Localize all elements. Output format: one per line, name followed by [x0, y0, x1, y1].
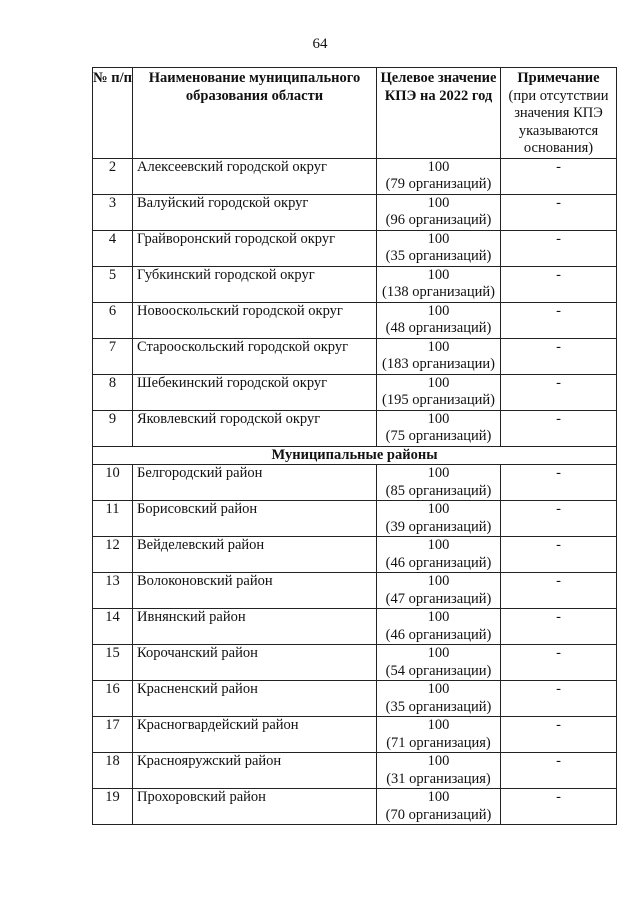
- row-name: Прохоровский район: [133, 789, 377, 825]
- row-name: Ивнянский район: [133, 609, 377, 645]
- page-number: 64: [312, 36, 328, 52]
- table-row: [93, 717, 617, 753]
- table-body-municipal-districts: [93, 465, 617, 825]
- row-num: 3: [93, 194, 133, 230]
- row-value-cell: [377, 230, 501, 266]
- row-note: -: [501, 645, 617, 681]
- row-num: 14: [93, 609, 133, 645]
- row-num: 10: [93, 465, 133, 501]
- row-num: 5: [93, 266, 133, 302]
- row-value-cell: [377, 194, 501, 230]
- row-value: 100: [427, 789, 450, 805]
- row-name: Новооскольский городской округ: [133, 302, 377, 338]
- row-num: 7: [93, 338, 133, 374]
- row-org-count: (47 организаций): [385, 590, 492, 607]
- table-row: [93, 158, 617, 194]
- row-value: 100: [427, 717, 450, 733]
- row-value: 100: [427, 230, 450, 247]
- row-org-count: (46 организаций): [385, 626, 492, 643]
- row-value-cell: [377, 537, 501, 573]
- header-note-body: (при отсутствии значения КПЭ указываются основания): [508, 87, 609, 156]
- row-name: Волоконовский район: [133, 573, 377, 609]
- row-note: -: [501, 753, 617, 789]
- row-name: Яковлевский городской округ: [133, 410, 377, 446]
- row-value-cell: [377, 410, 501, 446]
- table-row: [93, 338, 617, 374]
- row-org-count: (79 организаций): [385, 176, 492, 192]
- table-row: [93, 645, 617, 681]
- row-note: -: [501, 266, 617, 302]
- section-title: Муниципальные районы: [93, 446, 617, 465]
- row-note: -: [501, 194, 617, 230]
- row-num: 19: [93, 789, 133, 825]
- row-value-cell: [377, 465, 501, 501]
- row-value-cell: [377, 609, 501, 645]
- row-note: -: [501, 465, 617, 501]
- row-name: Губкинский городской округ: [133, 266, 377, 302]
- row-value: 100: [427, 537, 450, 553]
- row-org-count: (54 организации): [385, 662, 492, 679]
- row-value: 100: [427, 501, 450, 517]
- row-num: 8: [93, 374, 133, 410]
- row-name: Краснояружский район: [133, 753, 377, 789]
- row-value: 100: [427, 158, 450, 175]
- row-note: -: [501, 230, 617, 266]
- row-note: -: [501, 537, 617, 573]
- row-num: 15: [93, 645, 133, 681]
- row-value: 100: [427, 681, 450, 697]
- row-name: Валуйский городской округ: [133, 194, 377, 230]
- row-value: 100: [427, 266, 450, 283]
- row-num: 4: [93, 230, 133, 266]
- row-note: -: [501, 374, 617, 410]
- row-note: -: [501, 302, 617, 338]
- row-name: Борисовский район: [133, 501, 377, 537]
- row-num: 6: [93, 302, 133, 338]
- row-value-cell: [377, 645, 501, 681]
- table-row: [93, 681, 617, 717]
- row-note: -: [501, 501, 617, 537]
- table-row: [93, 194, 617, 230]
- row-value: 100: [427, 645, 450, 661]
- row-value: 100: [427, 573, 450, 589]
- row-value-cell: [377, 789, 501, 825]
- table-row: [93, 573, 617, 609]
- row-name: Корочанский район: [133, 645, 377, 681]
- row-note: -: [501, 573, 617, 609]
- row-org-count: (96 организаций): [385, 212, 492, 228]
- row-value: 100: [427, 338, 450, 355]
- row-value-cell: [377, 753, 501, 789]
- row-value-cell: [377, 338, 501, 374]
- header-num: № п/п: [93, 68, 133, 159]
- row-org-count: (75 организаций): [385, 428, 492, 444]
- row-num: 16: [93, 681, 133, 717]
- table-row: [93, 302, 617, 338]
- table-row: [93, 501, 617, 537]
- row-value-cell: [377, 501, 501, 537]
- row-value-cell: [377, 717, 501, 753]
- row-value-cell: [377, 302, 501, 338]
- header-name: Наименование муниципального образования области: [133, 68, 377, 159]
- row-org-count: (48 организаций): [385, 320, 492, 336]
- row-num: 2: [93, 158, 133, 194]
- section-row: [93, 446, 617, 465]
- header-value: Целевое значение КПЭ на 2022 год: [377, 68, 501, 159]
- row-note: -: [501, 789, 617, 825]
- row-num: 11: [93, 501, 133, 537]
- table-body-city-districts: [93, 158, 617, 446]
- row-name: Старооскольский городской округ: [133, 338, 377, 374]
- row-num: 9: [93, 410, 133, 446]
- table-row: [93, 374, 617, 410]
- row-org-count: (39 организаций): [385, 518, 492, 535]
- row-name: Шебекинский городской округ: [133, 374, 377, 410]
- row-note: -: [501, 717, 617, 753]
- row-name: Алексеевский городской округ: [133, 158, 377, 194]
- row-value-cell: [377, 374, 501, 410]
- row-name: Красненский район: [133, 681, 377, 717]
- row-name: Красногвардейский район: [133, 717, 377, 753]
- row-num: 13: [93, 573, 133, 609]
- row-org-count: (46 организаций): [385, 554, 492, 571]
- row-value-cell: [377, 681, 501, 717]
- row-org-count: (35 организаций): [385, 248, 492, 264]
- row-num: 12: [93, 537, 133, 573]
- row-value: 100: [427, 374, 450, 391]
- table-header-row: [93, 68, 617, 159]
- table-section: [93, 446, 617, 465]
- header-note: [501, 68, 617, 159]
- row-num: 17: [93, 717, 133, 753]
- header-note-title: Примечание: [517, 70, 600, 86]
- row-name: Вейделевский район: [133, 537, 377, 573]
- row-value: 100: [427, 753, 450, 769]
- row-org-count: (85 организаций): [385, 482, 492, 499]
- row-note: -: [501, 158, 617, 194]
- row-note: -: [501, 410, 617, 446]
- row-note: -: [501, 609, 617, 645]
- row-value: 100: [427, 302, 450, 319]
- table-row: [93, 789, 617, 825]
- row-org-count: (31 организация): [386, 770, 491, 787]
- table-row: [93, 465, 617, 501]
- table-row: [93, 753, 617, 789]
- kpe-table: [92, 67, 617, 825]
- row-value-cell: [377, 573, 501, 609]
- row-value-cell: [377, 266, 501, 302]
- row-value-cell: [377, 158, 501, 194]
- row-org-count: (70 организаций): [385, 806, 492, 823]
- row-org-count: (138 организаций): [382, 284, 495, 300]
- table-row: [93, 410, 617, 446]
- table-row: [93, 537, 617, 573]
- row-note: -: [501, 338, 617, 374]
- row-value: 100: [427, 194, 450, 211]
- row-value: 100: [427, 465, 450, 481]
- row-value: 100: [427, 609, 450, 625]
- row-org-count: (195 организаций): [382, 392, 495, 408]
- row-org-count: (35 организаций): [385, 698, 492, 715]
- row-name: Белгородский район: [133, 465, 377, 501]
- table-row: [93, 230, 617, 266]
- table-row: [93, 609, 617, 645]
- row-org-count: (183 организации): [382, 356, 495, 372]
- row-num: 18: [93, 753, 133, 789]
- row-value: 100: [427, 410, 450, 427]
- row-name: Грайворонский городской округ: [133, 230, 377, 266]
- table-row: [93, 266, 617, 302]
- row-note: -: [501, 681, 617, 717]
- row-org-count: (71 организация): [386, 734, 491, 751]
